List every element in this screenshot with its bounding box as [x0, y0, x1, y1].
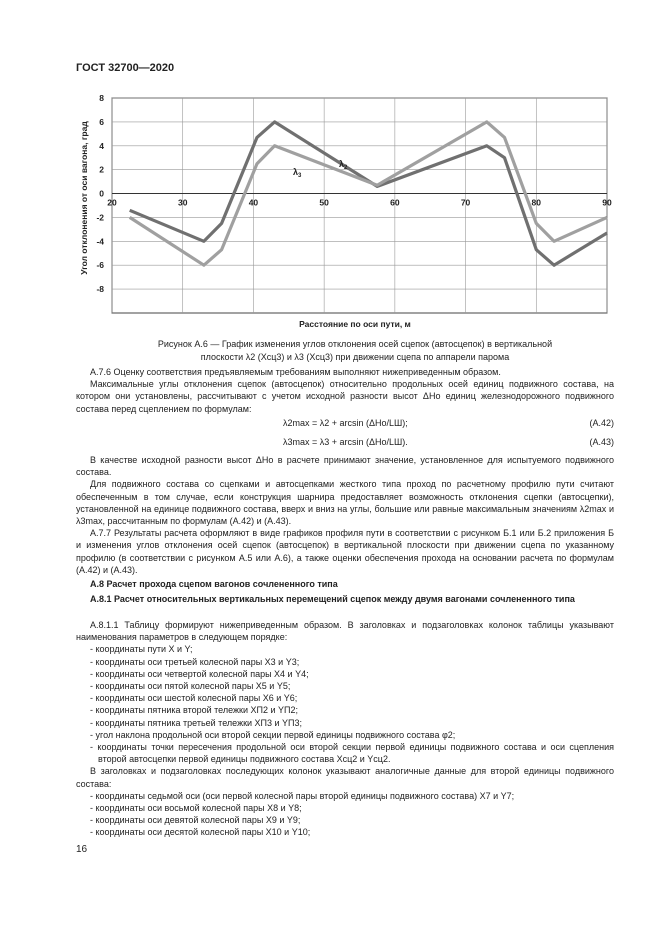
list-item: - координаты пятника второй тележки XП2 и YП2;	[90, 705, 299, 716]
list-item: - координаты пятника третьей тележки XП3 и YП3;	[90, 717, 303, 728]
x-tick-label: 30	[177, 197, 188, 208]
caption-line-1: Рисунок А.6 — График изменения углов отклонения осей сцепок (автосцепок) в вертикальной	[157, 339, 553, 349]
list-item: - координаты оси девятой колесной пары X9 и Y9;	[90, 815, 301, 826]
lambda2-label: $\lambda_2$	[339, 159, 348, 171]
list-item: - угол наклона продольной оси второй секции первой единицы подвижного состава φ2;	[90, 729, 456, 740]
y-tick-label: 8	[99, 93, 104, 103]
body-paragraphs: В качестве исходной разности высот ΔHo в расчете принимают значение, установленное для испытуемого подвижного состава. Для подвижного состава со сцепками и автосцепками жесткого типа проход по расчетному профилю пути считают обеспеченным в том случае, если конструкция шарнира предоставляет возможность отклонения сцепки (автосцепки), установленной на единице подвижного состава, вверх и вниз на углы, большие или равные максимальным значениям λ2max и λ3max, рассчитанным по формулам (А.42) и (А.43). А.7.7 Результаты расчета оформляют в виде графиков профиля пути в соответствии с рисунком Б.1 или Б.2 приложения Б и изменения углов отклонения осей сцепок (автосцепок) в вертикальной плоскости при движении сцепа по указанному профилю (в соответствии с рисунком А.5 или А.6), а также оценки обеспечения прохода на основании расчета по формулам (А.42) и (А.43).	[76, 455, 614, 575]
list-item: - координаты оси восьмой колесной пары X8 и Y8;	[90, 803, 302, 814]
y-tick-label: 6	[99, 116, 104, 127]
list-item: - координаты точки пересечения продольной оси второй секции первой единицы подвижного состава и оси сцепления второй автосцепки первой единицы подвижного состава Xсц2 и Yсц2.	[90, 742, 614, 765]
y-tick-label: 4	[99, 140, 104, 151]
list-item: - координаты седьмой оси (оси первой колесной пары второй единицы подвижного состава) X7 и Y7;	[90, 790, 515, 801]
figure-caption	[120, 338, 590, 364]
y-tick-label: 2	[99, 164, 104, 175]
y-axis-label: Угол отклонения от оси вагона, град	[79, 121, 89, 275]
x-tick-label: 70	[460, 197, 471, 208]
y-tick-label: -2	[96, 212, 104, 223]
y-tick-label: -6	[96, 260, 104, 271]
x-tick-label: 80	[531, 197, 542, 208]
x-tick-label: 60	[390, 197, 400, 208]
x-tick-label: 50	[319, 197, 329, 208]
list-item: - координаты оси пятой колесной пары X5 и Y5;	[90, 681, 291, 692]
x-tick-label: 40	[248, 197, 259, 208]
parameter-list-1	[76, 643, 614, 765]
paragraph-a76: А.7.6 Оценку соответствия предъявляемым требованиям выполняют нижеприведенным образом. Максимальные углы отклонения сцепок (автосцепок) относительно продольных осей единиц подвижного состава, на котором они установлены, рассчитывают с учетом исходной разности высот ΔHo единиц железнодорожного подвижного состава перед сцеплением по формулам:	[76, 367, 614, 414]
y-tick-label: -4	[96, 236, 104, 247]
section-heading-a81: А.8.1 Расчет относительных вертикальных перемещений сцепок между двумя вагонами сочлененного типа	[90, 594, 575, 604]
x-axis-label: Расстояние по оси пути, м	[299, 319, 411, 329]
angle-chart	[75, 88, 620, 338]
parameter-list-2	[76, 790, 614, 839]
page-number: 16	[76, 844, 88, 855]
y-tick-label: -8	[96, 284, 104, 295]
y-tick-label: 0	[99, 188, 104, 199]
list-section: А.8.1.1 Таблицу формируют нижеприведенным образом. В заголовках и подзаголовках колонок таблицы указывают наименования параметров в следующем порядке: - координаты пути X и Y; - координаты оси третьей колесной пары X3 и Y3; - координаты оси четвертой колесной пары X4 и Y4; - координаты оси пятой колесной пары X5 и Y5; - координаты оси шестой колесной пары X6 и Y6; - координаты пятника второй тележки XП2 и YП2; - координаты пятника третьей тележки XП3 и YП3; - угол наклона продольной оси второй секции первой единицы подвижного состава φ2; - координаты точки пересечения продольной оси второй секции первой единицы подвижного состава и оси сцепления второй автосцепки первой единицы подвижного состава Xсц2 и Yсц2. В заголовках и подзаголовках последующих колонок указывают аналогичные данные для второй единицы подвижного состава: - координаты седьмой оси (оси первой колесной пары второй единицы подвижного состава) X7 и Y7; - координаты оси восьмой колесной пары X8 и Y8; - координаты оси девятой колесной пары X9 и Y9; - координаты оси десятой колесной пары X10 и Y10;	[76, 620, 614, 838]
x-tick-label: 90	[602, 197, 612, 208]
lambda3-label: $\lambda_3$	[293, 167, 302, 179]
formula-a43: λ3max = λ3 + arcsin (ΔHo/LШ). (A.43)	[283, 437, 614, 447]
formula-a42: λ2max = λ2 + arcsin (ΔHo/LШ); (A.42)	[283, 418, 614, 428]
x-tick-label: 20	[107, 197, 117, 208]
list-item: - координаты оси четвертой колесной пары X4 и Y4;	[90, 668, 309, 679]
list-item: - координаты пути X и Y;	[90, 644, 193, 655]
document-header: ГОСТ 32700—2020	[76, 62, 175, 74]
list-item: - координаты оси шестой колесной пары X6 и Y6;	[90, 693, 298, 704]
list-item: - координаты оси третьей колесной пары X3 и Y3;	[90, 656, 300, 667]
section-heading-a8: А.8 Расчет прохода сцепом вагонов сочлененного типа	[90, 579, 338, 589]
caption-line-2: плоскости λ2 (Xсц3) и λ3 (Xсц3) при движении сцепа по аппарели парома	[200, 352, 510, 362]
list-item: - координаты оси десятой колесной пары X10 и Y10;	[90, 827, 311, 838]
